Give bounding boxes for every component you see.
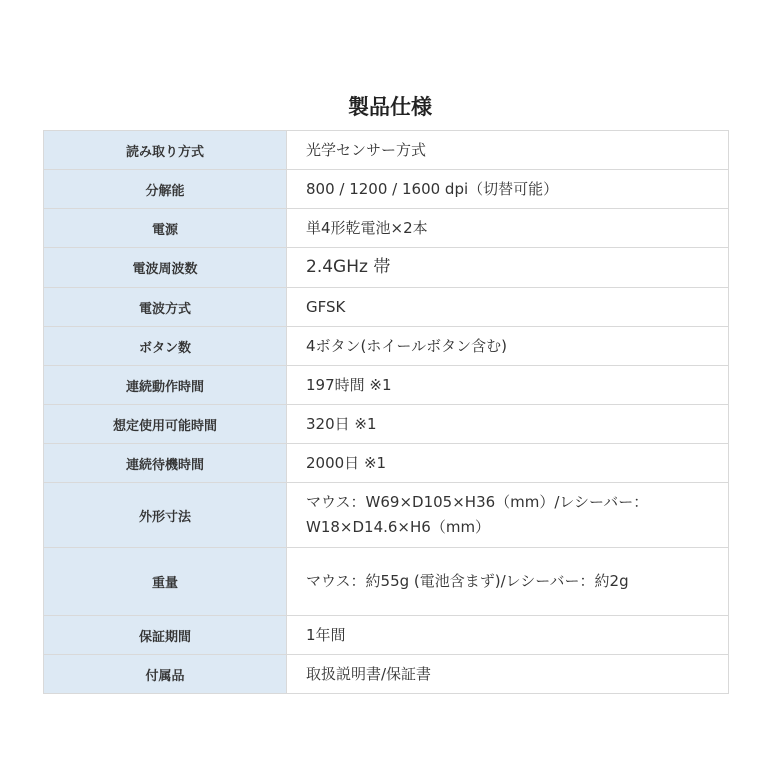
spec-row-warranty xyxy=(44,616,729,655)
spec-row-expected-usage xyxy=(44,405,729,444)
spec-row-standby-time xyxy=(44,444,729,483)
spec-row-accessories xyxy=(44,655,729,694)
spec-row-continuous-operation xyxy=(44,366,729,405)
spec-label: 保証期間 xyxy=(44,616,287,655)
spec-value: 光学センサー方式 xyxy=(287,131,729,170)
spec-row-weight xyxy=(44,548,729,616)
spec-value: 取扱説明書/保証書 xyxy=(287,655,729,694)
spec-label: 連続待機時間 xyxy=(44,444,287,483)
spec-value: 1年間 xyxy=(287,616,729,655)
spec-label: 読み取り方式 xyxy=(44,131,287,170)
spec-label: 電源 xyxy=(44,209,287,248)
spec-row-dimensions xyxy=(44,483,729,548)
spec-row-resolution xyxy=(44,170,729,209)
spec-row-radio-frequency xyxy=(44,248,729,288)
spec-label: ボタン数 xyxy=(44,327,287,366)
spec-value: 800 / 1200 / 1600 dpi（切替可能） xyxy=(287,170,729,209)
spec-label: 付属品 xyxy=(44,655,287,694)
spec-value: GFSK xyxy=(287,288,729,327)
spec-label: 想定使用可能時間 xyxy=(44,405,287,444)
spec-label: 重量 xyxy=(44,548,287,616)
spec-row-radio-method xyxy=(44,288,729,327)
spec-value: 2.4GHz 帯 xyxy=(287,248,729,288)
spec-value: 320日 ※1 xyxy=(287,405,729,444)
spec-value: マウス：約55g (電池含まず)/レシーバー：約2g xyxy=(287,548,729,616)
spec-label: 連続動作時間 xyxy=(44,366,287,405)
spec-label: 分解能 xyxy=(44,170,287,209)
spec-value: 単4形乾電池×2本 xyxy=(287,209,729,248)
spec-row-buttons xyxy=(44,327,729,366)
spec-row-reading-method xyxy=(44,131,729,170)
spec-value: 2000日 ※1 xyxy=(287,444,729,483)
spec-row-power xyxy=(44,209,729,248)
page-title: 製品仕様 xyxy=(348,95,432,119)
spec-label: 外形寸法 xyxy=(44,483,287,548)
spec-value: マウス：W69×D105×H36（mm）/レシーバー：W18×D14.6×H6（mm） xyxy=(287,483,729,548)
spec-label: 電波方式 xyxy=(44,288,287,327)
spec-value: 4ボタン(ホイールボタン含む) xyxy=(287,327,729,366)
spec-label: 電波周波数 xyxy=(44,248,287,288)
spec-value: 197時間 ※1 xyxy=(287,366,729,405)
spec-table xyxy=(43,130,729,694)
